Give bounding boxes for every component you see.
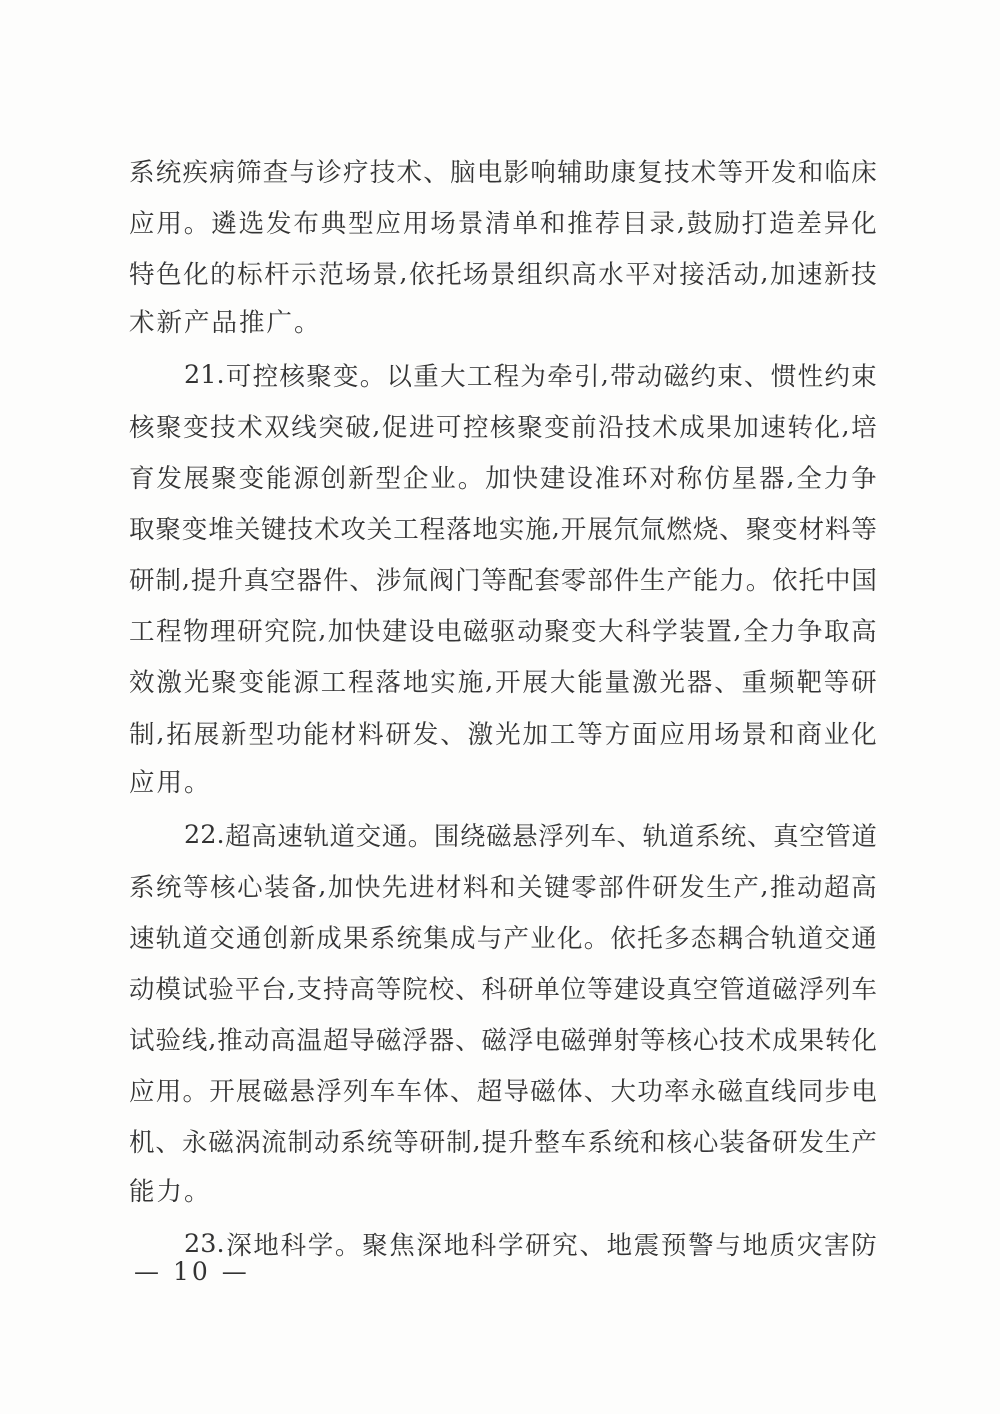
text-line: 22. 超 高 速 轨 道 交 通 。 围 绕 磁 悬 浮 列 车 、 轨 道 系 统 、 真 空 管 道 bbox=[184, 819, 877, 852]
paragraph-22 bbox=[129, 809, 877, 1218]
text-line: 应用。 bbox=[129, 768, 212, 799]
text-line: 育 发 展 聚 变 能 源 创 新 型 企 业 。 加 快 建 设 准 环 对 称 仿 星 器 , 全 力 争 bbox=[129, 462, 877, 495]
text-line: 效 激 光 聚 变 能 源 工 程 落 地 实 施 , 开 展 大 能 量 激 光 器 、 重 频 靶 等 研 bbox=[129, 666, 877, 699]
paragraph-continuation bbox=[129, 145, 877, 349]
text-line: 系 统 疾 病 筛 查 与 诊 疗 技 术 、 脑 电 影 响 辅 助 康 复 技 术 等 开 发 和 临 床 bbox=[129, 157, 877, 188]
text-line: 系 统 等 核 心 装 备 , 加 快 先 进 材 料 和 关 键 零 部 件 研 发 生 产 , 推 动 超 高 bbox=[129, 870, 877, 903]
text-line: 应 用 。 遴 选 发 布 典 型 应 用 场 景 清 单 和 推 荐 目 录 , 鼓 励 打 造 差 异 化 bbox=[129, 206, 877, 239]
document-body bbox=[129, 145, 877, 1269]
paragraph-21 bbox=[129, 349, 877, 809]
text-line: 制 , 拓 展 新 型 功 能 材 料 研 发 、 激 光 加 工 等 方 面 应 用 场 景 和 商 业 化 bbox=[129, 717, 877, 750]
text-line: 特 色 化 的 标 杆 示 范 场 景 , 依 托 场 景 组 织 高 水 平 对 接 活 动 , 加 速 新 技 bbox=[129, 257, 877, 290]
text-line: 21. 可 控 核 聚 变 。 以 重 大 工 程 为 牵 引 , 带 动 磁 约 束 、 惯 性 约 束 bbox=[184, 359, 877, 392]
text-line: 试 验 线 , 推 动 高 温 超 导 磁 浮 器 、 磁 浮 电 磁 弹 射 等 核 心 技 术 成 果 转 化 bbox=[129, 1024, 877, 1057]
text-line: 应 用 。 开 展 磁 悬 浮 列 车 车 体 、 超 导 磁 体 、 大 功 率 永 磁 直 线 同 步 电 bbox=[129, 1077, 877, 1108]
text-line: 动 模 试 验 平 台 , 支 持 高 等 院 校 、 科 研 单 位 等 建 设 真 空 管 道 磁 浮 列 车 bbox=[129, 973, 877, 1006]
text-line: 工 程 物 理 研 究 院 , 加 快 建 设 电 磁 驱 动 聚 变 大 科 学 装 置 , 全 力 争 取 高 bbox=[129, 615, 877, 648]
text-line: 23. 深 地 科 学 。 聚 焦 深 地 科 学 研 究 、 地 震 预 警 与 地 质 灾 害 防 bbox=[184, 1228, 877, 1261]
text-line: 取 聚 变 堆 关 键 技 术 攻 关 工 程 落 地 实 施 , 开 展 氘 氚 燃 烧 、 聚 变 材 料 等 bbox=[129, 513, 877, 546]
page-number: — 10 — bbox=[134, 1257, 250, 1286]
text-line: 速 轨 道 交 通 创 新 成 果 系 统 集 成 与 产 业 化 。 依 托 多 态 耦 合 轨 道 交 通 bbox=[129, 923, 877, 954]
text-line: 核 聚 变 技 术 双 线 突 破 , 促 进 可 控 核 聚 变 前 沿 技 术 成 果 加 速 转 化 , 培 bbox=[129, 411, 877, 444]
text-line: 研 制 , 提 升 真 空 器 件 、 涉 氚 阀 门 等 配 套 零 部 件 生 产 能 力 。 依 托 中 国 bbox=[129, 564, 877, 597]
text-line: 能力。 bbox=[129, 1176, 212, 1207]
text-line: 机 、 永 磁 涡 流 制 动 系 统 等 研 制 , 提 升 整 车 系 统 和 核 心 装 备 研 发 生 产 bbox=[129, 1126, 877, 1159]
text-line: 术新产品推广。 bbox=[129, 308, 322, 339]
